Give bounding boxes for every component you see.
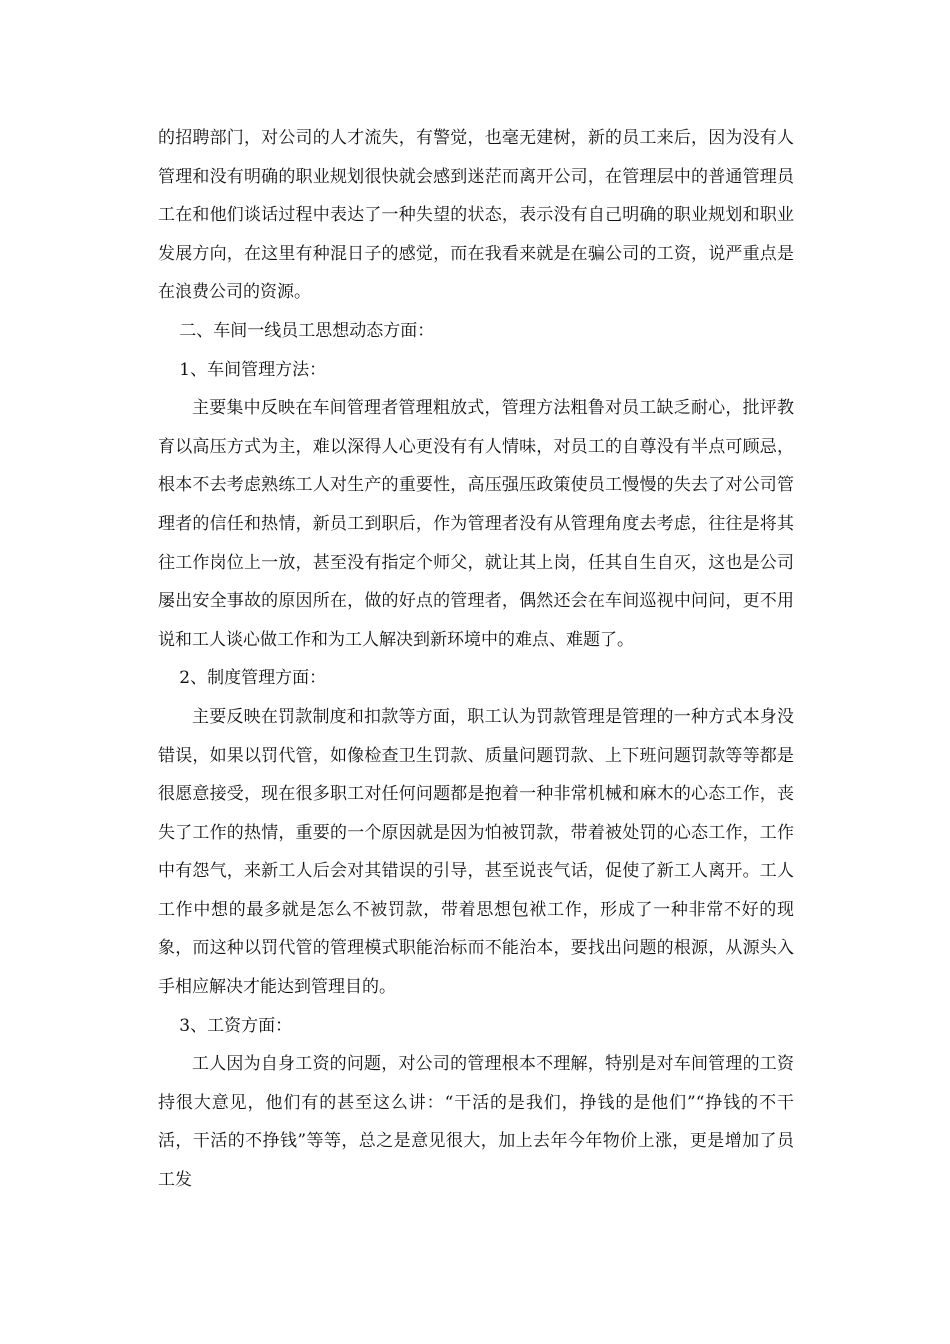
paragraph-workshop-management: 主要集中反映在车间管理者管理粗放式，管理方法粗鲁对员工缺乏耐心，批评教育以高压方式为主，难以深得人心更没有有人情味，对员工的自尊没有半点可顾忌，根本不去考虑熟练工人对生产的重要性，高压强压政策使员工慢慢的失去了对公司管理者的信任和热情，新员工到职后，作为管理者没有从管理角度去考虑，往往是将其往工作岗位上一放，甚至没有指定个师父，就让其上岗，任其自生自灭，这也是公司屡出安全事故的原因所在，做的好点的管理者，偶然还会在车间巡视中问问，更不用说和工人谈心做工作和为工人解决到新环境中的难点、难题了。 bbox=[158, 398, 794, 650]
paragraph-system-management: 主要反映在罚款制度和扣款等方面，职工认为罚款管理是管理的一种方式本身没错误，如果以罚代管，如像检查卫生罚款、质量问题罚款、上下班问题罚款等等都是很愿意接受，现在很多职工对任何问题都是抱着一种非常机械和麻木的心态工作，丧失了工作的热情，重要的一个原因就是因为怕被罚款，带着被处罚的心态工作，工作中有怨气，来新工人后会对其错误的引导，甚至说丧气话，促使了新工人离开。工人工作中想的最多就是怎么不被罚款，带着思想包袱工作，形成了一种非常不好的现象，而这种以罚代管的管理模式职能治标而不能治本，要找出问题的根源，从源头入手相应解决才能达到管理目的。 bbox=[158, 706, 794, 998]
paragraph-recruitment: 的招聘部门，对公司的人才流失，有警觉，也毫无建树，新的员工来后，因为没有人管理和没有明确的职业规划很快就会感到迷茫而离开公司，在管理层中的普通管理员工在和他们谈话过程中表达了一种失望的状态，表示没有自己明确的职业规划和职业发展方向，在这里有种混日子的感觉，而在我看来就是在骗公司的工资，说严重点是在浪费公司的资源。 bbox=[158, 128, 794, 303]
subheading-wages: 3、工资方面： bbox=[179, 1015, 293, 1036]
subheading-workshop-management: 1、车间管理方法： bbox=[179, 359, 327, 380]
section-heading-workshop-staff: 二、车间一线员工思想动态方面： bbox=[179, 320, 435, 341]
paragraph-wages: 工人因为自身工资的问题，对公司的管理根本不理解，特别是对车间管理的工资持很大意见，他们有的甚至这么讲：“干活的是我们，挣钱的是他们”“挣钱的不干活，干活的不挣钱”等等，总之是意见很大，加上去年今年物价上涨，更是增加了员工发 bbox=[158, 1054, 794, 1191]
document-body bbox=[158, 119, 794, 1200]
subheading-system-management: 2、制度管理方面： bbox=[179, 668, 327, 689]
